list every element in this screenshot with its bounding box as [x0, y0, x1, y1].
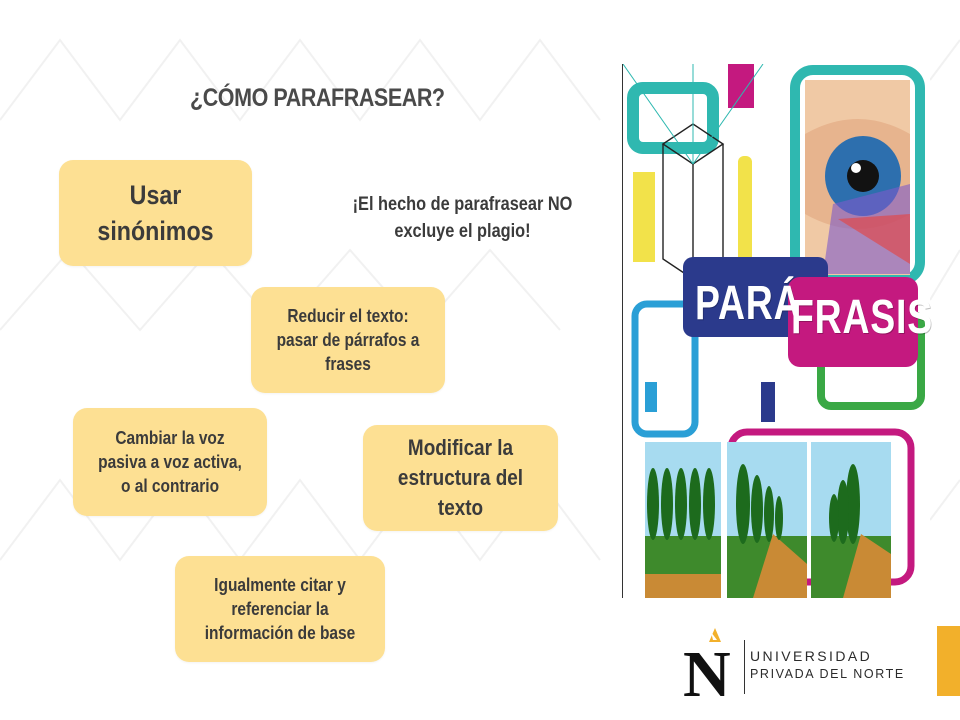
plagiarism-note — [330, 192, 595, 245]
accent-bar — [937, 626, 960, 696]
parafrasis-word-part1: PARÁ — [695, 277, 802, 330]
parafrasis-illustration — [623, 64, 933, 598]
tip-text: Cambiar la voz pasiva a voz activa, o al contrario — [98, 427, 242, 497]
tip-box-reduce — [251, 287, 445, 393]
tip-box-cite — [175, 556, 385, 662]
slide-title: ¿CÓMO PARAFRASEAR? — [190, 84, 445, 112]
logo-letter: N — [683, 638, 731, 698]
tip-box-structure — [363, 425, 558, 531]
university-name-line1: UNIVERSIDAD — [750, 648, 873, 664]
university-logo-icon — [683, 628, 735, 698]
note-text: ¡El hecho de parafrasear NO excluye el plagio! — [352, 194, 573, 242]
tip-box-voice — [73, 408, 267, 516]
tip-text: Reducir el texto: pasar de párrafos a frases — [276, 305, 420, 375]
tip-text: Usar sinónimos — [97, 179, 214, 246]
tip-box-synonyms — [59, 160, 252, 266]
university-name-line2: PRIVADA DEL NORTE — [750, 667, 905, 681]
parafrasis-word-part2: FRASIS — [791, 291, 933, 344]
logo-divider — [744, 640, 745, 694]
tip-text: Modificar la estructura del texto — [397, 435, 524, 520]
tip-text: Igualmente citar y referenciar la información de base — [204, 574, 356, 644]
